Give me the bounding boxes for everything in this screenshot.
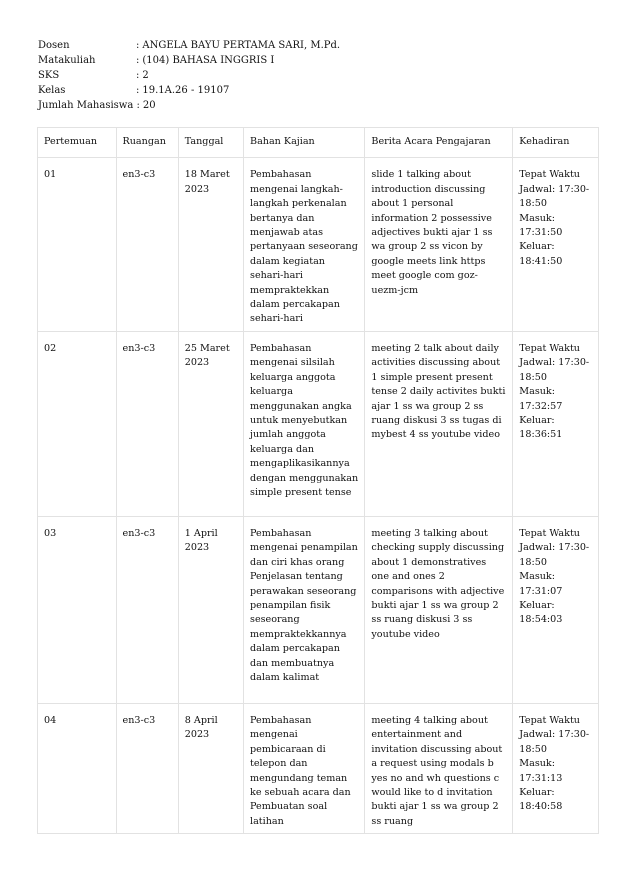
kehadiran-masuk: Masuk: 17:32:57: [519, 386, 563, 412]
matakuliah-value: (104) BAHASA INGGRIS I: [142, 55, 275, 66]
column-header-bahan-kajian: Bahan Kajian: [244, 128, 365, 158]
jumlah-row: Jumlah Mahasiswa : 20: [38, 100, 156, 111]
bahan-kajian-cell: Pembahasan mengenai langkah-langkah perkenalan bertanya dan menjawab atas pertanyaan seseorang dalam kegiatan sehari-hari mempraktekkan dalam percakapan sehari-hari: [244, 158, 365, 331]
kehadiran-keluar: Keluar: 18:36:51: [519, 414, 563, 441]
column-header-kehadiran: Kehadiran: [513, 128, 599, 158]
tanggal-cell: 25 Maret 2023: [178, 331, 243, 516]
kehadiran-status: Tepat Waktu: [519, 342, 580, 354]
dosen-label: Dosen: [38, 40, 70, 51]
pertemuan-cell: 02: [38, 331, 117, 516]
kehadiran-masuk: Masuk: 17:31:13: [519, 758, 563, 784]
table-header-row: [38, 128, 599, 158]
kehadiran-keluar: Keluar: 18:40:58: [519, 786, 563, 813]
bahan-kajian-cell: Pembahasan mengenai penampilan dan ciri khas orang Penjelasan tentang perawakan seseorang penampilan fisik seseorang mempraktekkannya dalam percakapan dan membuatnya dalam kalimat: [244, 516, 365, 703]
kelas-label: Kelas: [38, 85, 66, 96]
table-row: [38, 516, 599, 703]
pertemuan-cell: 01: [38, 158, 117, 331]
bahan-kajian-cell: Pembahasan mengenai silsilah keluarga anggota keluarga menggunakan angka untuk menyebutkan jumlah anggota keluarga dan mengaplikasikannya dengan menggunakan simple present tense: [244, 331, 365, 516]
column-header-pertemuan: Pertemuan: [38, 128, 117, 158]
kehadiran-status: Tepat Waktu: [519, 527, 580, 539]
table-row: [38, 158, 599, 331]
dosen-value: ANGELA BAYU PERTAMA SARI, M.Pd.: [142, 40, 341, 51]
column-header-ruangan: Ruangan: [116, 128, 178, 158]
berita-acara-cell: meeting 2 talk about daily activities discussing about 1 simple present present tense 2 daily activites bukti ajar 1 ss wa group 2 ss ruang diskusi 3 ss tugas di mybest 4 ss youtube video: [365, 331, 513, 516]
ruangan-cell: en3-c3: [116, 703, 178, 833]
pertemuan-cell: 04: [38, 703, 117, 833]
pertemuan-cell: 03: [38, 516, 117, 703]
kelas-value: 19.1A.26 - 19107: [142, 85, 230, 96]
column-header-berita-acara: Berita Acara Pengajaran: [365, 128, 513, 158]
ruangan-cell: en3-c3: [116, 331, 178, 516]
attendance-table: [37, 127, 599, 834]
berita-acara-cell: meeting 3 talking about checking supply discussing about 1 demonstratives one and ones 2 comparisons with adjective bukti ajar 1 ss wa group 2 ss ruang diskusi 3 ss youtube video: [365, 516, 513, 703]
kehadiran-status: Tepat Waktu: [519, 169, 580, 181]
table-row: [38, 703, 599, 833]
kelas-row: Kelas : 19.1A.26 - 19107: [38, 85, 230, 96]
tanggal-cell: 1 April 2023: [178, 516, 243, 703]
kehadiran-masuk: Masuk: 17:31:07: [519, 571, 563, 597]
berita-acara-cell: slide 1 talking about introduction discussing about 1 personal information 2 possessive adjectives bukti ajar 1 ss wa group 2 ss vicon by google meets link https meet google com goz-uezm-jcm: [365, 158, 513, 331]
kehadiran-cell: [513, 331, 599, 516]
sks-label: SKS: [38, 70, 60, 81]
kehadiran-cell: [513, 158, 599, 331]
matakuliah-label: Matakuliah: [38, 55, 96, 66]
kehadiran-jadwal: Jadwal: 17:30-18:50: [519, 183, 590, 210]
kehadiran-cell: [513, 516, 599, 703]
kehadiran-jadwal: Jadwal: 17:30-18:50: [519, 729, 590, 755]
sks-row: SKS : 2: [38, 70, 149, 81]
course-info: [38, 38, 340, 113]
kehadiran-status: Tepat Waktu: [519, 714, 580, 726]
table-row: [38, 331, 599, 516]
kehadiran-keluar: Keluar: 18:54:03: [519, 599, 563, 626]
bahan-kajian-cell: Pembahasan mengenai pembicaraan di telepon dan mengundang teman ke sebuah acara dan Pembuatan soal latihan: [244, 703, 365, 833]
jumlah-value: 20: [142, 100, 156, 111]
kehadiran-masuk: Masuk: 17:31:50: [519, 212, 563, 239]
kehadiran-cell: [513, 703, 599, 833]
kehadiran-jadwal: Jadwal: 17:30-18:50: [519, 542, 590, 568]
kehadiran-keluar: Keluar: 18:41:50: [519, 241, 563, 267]
ruangan-cell: en3-c3: [116, 516, 178, 703]
jumlah-label: Jumlah Mahasiswa: [38, 100, 134, 111]
berita-acara-cell: meeting 4 talking about entertainment and invitation discussing about a request using modals b yes no and wh questions c would like to d invitation bukti ajar 1 ss wa group 2 ss ruang: [365, 703, 513, 833]
ruangan-cell: en3-c3: [116, 158, 178, 331]
dosen-row: Dosen : ANGELA BAYU PERTAMA SARI, M.Pd.: [38, 40, 341, 51]
sks-value: 2: [142, 70, 149, 81]
tanggal-cell: 18 Maret 2023: [178, 158, 243, 331]
column-header-tanggal: Tanggal: [178, 128, 243, 158]
matakuliah-row: Matakuliah : (104) BAHASA INGGRIS I: [38, 55, 275, 66]
kehadiran-jadwal: Jadwal: 17:30-18:50: [519, 357, 590, 383]
tanggal-cell: 8 April 2023: [178, 703, 243, 833]
